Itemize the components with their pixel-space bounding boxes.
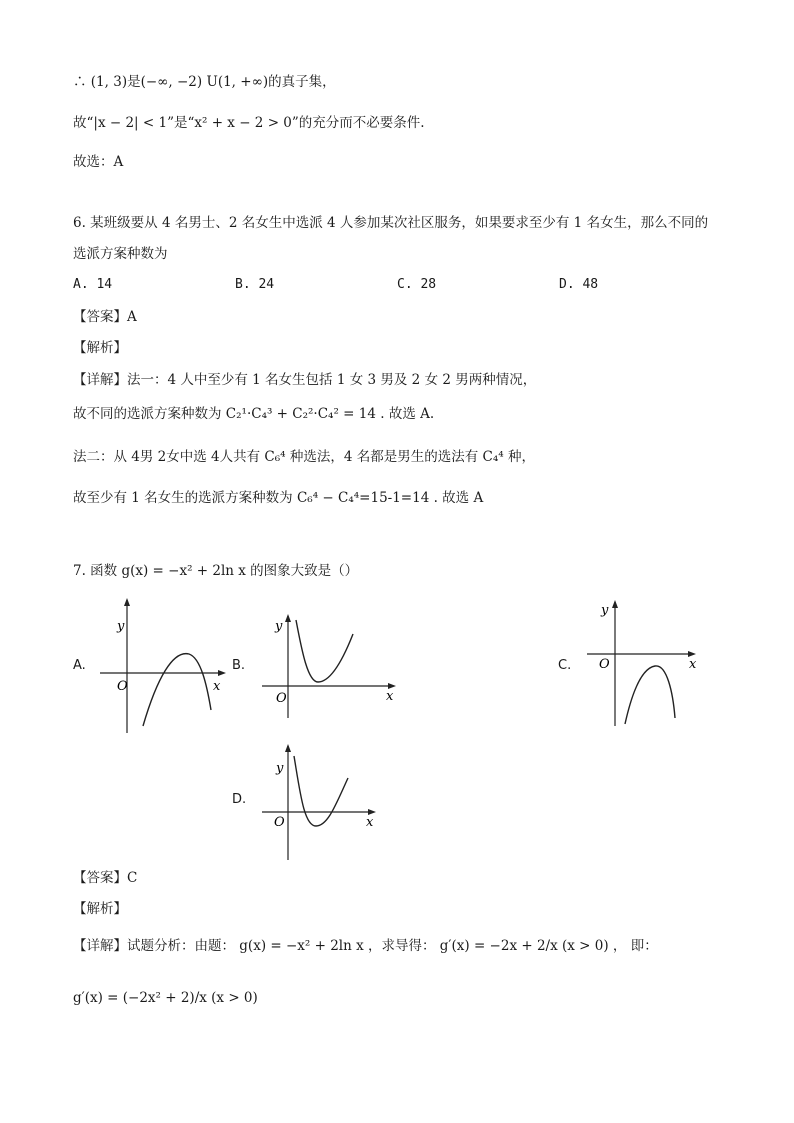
q7-graph-a	[95, 598, 230, 738]
q6-detail-1: 【详解】法一：4 人中至少有 1 名女生包括 1 女 3 男及 2 女 2 男两种情况，	[73, 372, 537, 388]
q7-graph-b	[258, 612, 403, 722]
q7-option-d-label: D.	[232, 792, 247, 807]
axis-x-label: x	[366, 815, 374, 830]
q6-detail-4: 故至少有 1 名女生的选派方案种数为 C₆⁴ − C₄⁴=15-1=14 . 故选 A	[73, 490, 484, 506]
q6-answer: 【答案】A	[73, 309, 137, 325]
q7-option-c-label: C.	[558, 658, 572, 673]
q6-option-b: B. 24	[235, 277, 275, 292]
conclusion-subset: ∴ (1, 3)是(−∞, −2) U(1, +∞)的真子集，	[73, 74, 336, 90]
axis-x-label: x	[689, 657, 697, 672]
axis-origin-label: O	[599, 657, 610, 672]
axis-y-label: y	[275, 619, 283, 634]
q7-detail-1: 【详解】试题分析：由题： g(x) = −x² + 2ln x ，求导得： g′(x) = −2x + 2/x (x > 0) ， 即：	[73, 938, 658, 954]
q7-graph-d	[258, 742, 383, 864]
axis-origin-label: O	[276, 691, 287, 706]
axis-x-label: x	[213, 679, 221, 694]
q6-analysis-title: 【解析】	[73, 340, 127, 356]
q7-answer: 【答案】C	[73, 870, 138, 886]
axis-origin-label: O	[117, 679, 128, 694]
conclusion-condition: 故“|x − 2| < 1”是“x² + x − 2 > 0”的充分而不必要条件.	[73, 115, 425, 131]
axis-y-label: y	[601, 603, 609, 618]
question-6-stem-cont: 选派方案种数为	[73, 246, 168, 262]
axis-x-label: x	[386, 689, 394, 704]
q6-detail-3: 法二：从 4男 2女中选 4人共有 C₆⁴ 种选法，4 名都是男生的选法有 C₄⁴ 种，	[73, 449, 535, 465]
q7-option-a-label: A.	[73, 658, 86, 673]
axis-y-label: y	[276, 761, 284, 776]
q7-option-b-label: B.	[232, 658, 246, 673]
q6-option-c: C. 28	[397, 277, 437, 292]
q7-analysis-title: 【解析】	[73, 901, 127, 917]
axis-y-label: y	[117, 619, 125, 634]
q7-detail-2: g′(x) = (−2x² + 2)/x (x > 0)	[73, 990, 258, 1006]
q6-option-a: A. 14	[73, 277, 113, 292]
q7-graph-c	[585, 598, 705, 728]
question-7-stem: 7. 函数 g(x) = −x² + 2ln x 的图象大致是（）	[73, 563, 359, 579]
axis-origin-label: O	[274, 815, 285, 830]
q6-option-d: D. 48	[559, 277, 599, 292]
q6-detail-2: 故不同的选派方案种数为 C₂¹·C₄³ + C₂²·C₄² = 14 . 故选 A.	[73, 406, 435, 422]
question-6-stem: 6. 某班级要从 4 名男士、2 名女生中选派 4 人参加某次社区服务，如果要求至少有 1 名女生，那么不同的	[73, 215, 709, 231]
answer-choice-prev: 故选：A	[73, 154, 124, 170]
